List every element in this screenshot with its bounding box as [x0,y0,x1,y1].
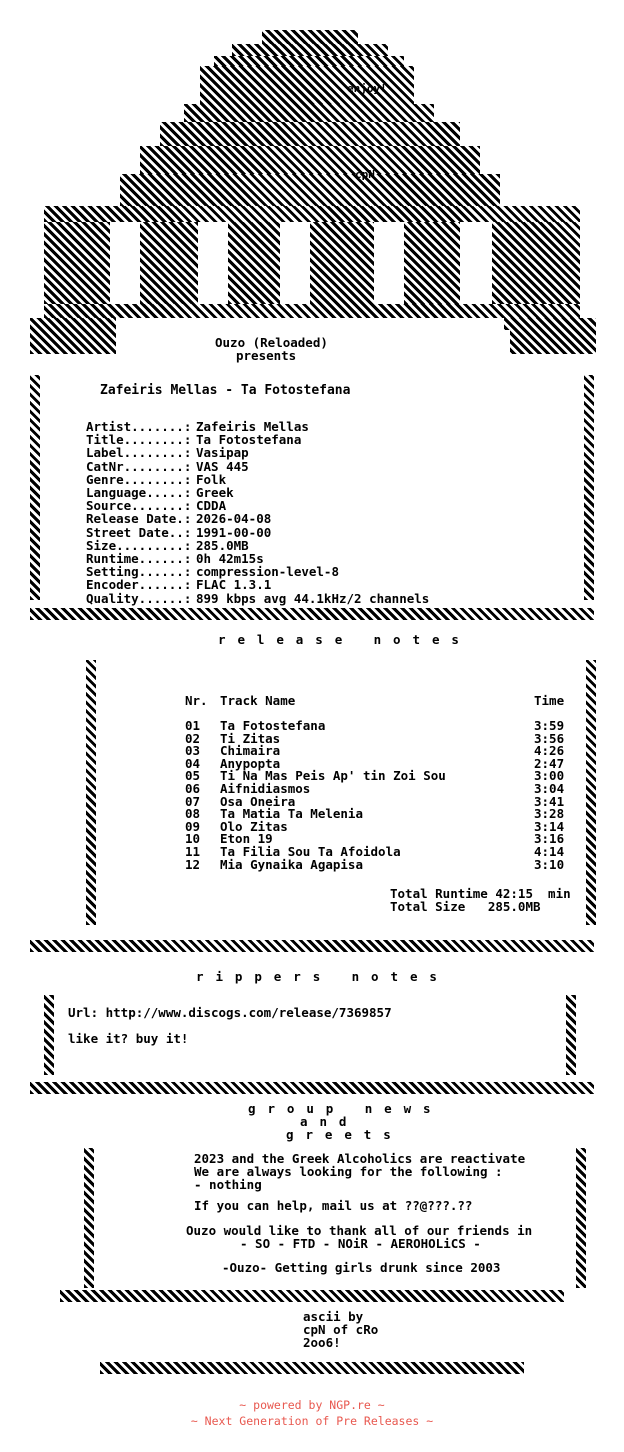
rippers-right-edge [566,995,576,1075]
release-field-label-7: Release Date.: [86,511,192,527]
total-runtime: Total Runtime 42:15 min [390,886,571,901]
release-field-value-1: Ta Fotostefana [196,432,302,448]
release-field-value-5: Greek [196,485,234,500]
track-number-9: 10 [185,831,201,847]
release-field-label-13: Quality......: [86,590,192,606]
logo-letter-extra2 [492,222,580,304]
release-field-label-3: CatNr........: [86,458,192,474]
track-time-1: 3:56 [534,730,565,746]
group-news-line-6: - SO - FTD - NOiR - AEROHOLiCS - [240,1236,481,1251]
art-body-top [184,104,434,122]
release-field-value-4: Folk [196,471,227,487]
track-number-7: 08 [185,806,201,822]
art-right-wing [504,318,596,354]
track-time-4: 3:00 [534,768,565,784]
track-number-10: 11 [185,844,201,859]
group-news-title-1: g r o u p n e w s [248,1101,433,1116]
art-logo-bottom-rule [44,304,580,318]
group-news-title-3: g r e e t s [286,1127,393,1142]
track-name-5: Aifnidiasmos [220,781,311,796]
group-news-line-4: If you can help, mail us at ??@???.?? [194,1198,473,1213]
track-time-6: 3:41 [534,793,565,809]
release-field-value-7: 2026-04-08 [196,511,272,527]
release-field-value-10: 0h 42m15s [196,551,264,566]
group-news-line-2: We are always looking for the following : [194,1164,503,1179]
credit-rule-bottom [100,1362,524,1374]
rippers-notes-title: r i p p e r s n o t e s [196,969,440,984]
release-field-value-9: 285.0MB [196,537,249,553]
track-name-11: Mia Gynaika Agapisa [220,856,363,872]
release-field-label-11: Setting......: [86,564,192,580]
group-news-line-5: Ouzo would like to thank all of our friends in [186,1223,533,1238]
track-name-8: Olo Zitas [220,818,288,834]
track-number-6: 07 [185,793,201,809]
track-number-5: 06 [185,781,201,796]
total-size: Total Size 285.0MB [390,899,541,914]
track-number-4: 05 [185,768,201,784]
tracklist-header-time: Time [534,693,565,708]
track-time-9: 3:16 [534,831,565,847]
track-time-3: 2:47 [534,755,565,771]
release-field-label-10: Runtime......: [86,551,192,566]
group-news-line-1: 2023 and the Greek Alcoholics are reactivate [194,1151,526,1166]
track-time-8: 3:14 [534,818,565,834]
logo-letter-o2 [310,222,374,304]
release-field-value-6: CDDA [196,498,227,514]
track-number-11: 12 [185,856,201,872]
track-name-1: Ti Zitas [220,730,281,746]
track-name-7: Ta Matia Ta Melenia [220,806,363,822]
rippers-notes-rule-top [30,940,594,952]
footer-line-1: ~ powered by NGP.re ~ [239,1398,385,1412]
credit-rule-top [60,1290,564,1302]
art-body-mid [160,122,460,146]
track-name-10: Ta Filia Sou Ta Afoidola [220,844,401,859]
release-field-value-2: Vasipap [196,445,249,461]
art-neck-top [232,44,388,56]
group-news-line-7: -Ouzo- Getting girls drunk since 2003 [222,1260,501,1275]
release-field-label-9: Size.........: [86,537,192,553]
track-name-3: Anypopta [220,755,281,771]
release-field-value-13: 899 kbps avg 44.1kHz/2 channels [196,590,430,606]
release-field-label-4: Genre........: [86,471,192,487]
track-time-11: 3:10 [534,856,565,872]
logo-letter-u [140,222,198,304]
release-field-value-12: FLAC 1.3.1 [196,577,272,593]
release-panel-right-edge [584,375,594,600]
release-field-label-0: Artist.......: [86,419,192,434]
ascii-credit-line-1: ascii by [303,1309,364,1324]
group-news-left-edge [84,1148,94,1288]
release-field-value-3: VAS 445 [196,458,249,474]
track-name-0: Ta Fotostefana [220,718,326,733]
release-notes-rule-top [30,608,594,620]
track-number-2: 03 [185,743,201,759]
track-name-4: Ti Na Mas Peis Ap' tin Zoi Sou [220,768,446,784]
logo-letter-z [228,222,280,304]
track-time-2: 4:26 [534,743,565,759]
tracklist-left-edge [86,660,96,925]
footer-line-2: ~ Next Generation of Pre Releases ~ [190,1414,434,1428]
track-time-7: 3:28 [534,806,565,822]
release-field-label-2: Label........: [86,445,192,461]
group-news-title-2: a n d [300,1114,349,1129]
track-number-1: 02 [185,730,201,746]
art-body-lower [140,146,480,174]
ascii-credit-line-2: cpN of cRo [303,1322,379,1337]
release-field-label-1: Title........: [86,432,192,448]
release-field-label-6: Source.......: [86,498,192,514]
tracklist-header-name: Track Name [220,693,296,708]
art-logo-top-rule [44,206,580,222]
release-panel-left-edge [30,375,40,600]
tracklist-right-edge [586,660,596,925]
release-notes-title: r e l e a s e n o t e s [218,632,462,647]
group-news-line-3: - nothing [194,1177,262,1192]
art-body-base [120,174,500,206]
release-field-label-5: Language.....: [86,485,192,500]
track-time-0: 3:59 [534,718,565,733]
logo-letter-o1 [44,222,110,304]
release-field-value-8: 1991-00-00 [196,524,272,540]
enjoy-label: enjoy! [347,82,387,95]
track-name-2: Chimaira [220,743,281,759]
track-time-5: 3:04 [534,781,565,796]
track-name-9: Eton 19 [220,831,273,847]
art-neck [214,56,404,66]
tracklist-header-nr: Nr. [185,693,208,708]
release-field-value-0: Zafeiris Mellas [196,419,309,434]
presents-line-1: Ouzo (Reloaded) [215,335,328,350]
release-field-label-12: Encoder......: [86,577,192,593]
group-news-rule-top [30,1082,594,1094]
rippers-left-edge [44,995,54,1075]
release-field-label-8: Street Date..: [86,524,192,540]
rippers-buy-line: like it? buy it! [68,1031,189,1046]
track-time-10: 4:14 [534,844,565,859]
ascii-credit-line-3: 2oo6! [303,1335,341,1350]
art-cap [262,30,358,44]
logo-letter-extra1 [404,222,460,304]
presents-line-2: presents [236,348,297,363]
track-number-3: 04 [185,755,201,771]
art-left-wing [30,318,116,354]
release-field-value-11: compression-level-8 [196,564,339,580]
track-number-8: 09 [185,818,201,834]
group-news-right-edge [576,1148,586,1288]
cpn-signature-label: cpN [355,168,375,181]
release-headline: Zafeiris Mellas - Ta Fotostefana [100,383,351,398]
rippers-url-line[interactable]: Url: http://www.discogs.com/release/7369857 [68,1005,392,1020]
track-number-0: 01 [185,718,201,733]
track-name-6: Osa Oneira [220,793,296,809]
